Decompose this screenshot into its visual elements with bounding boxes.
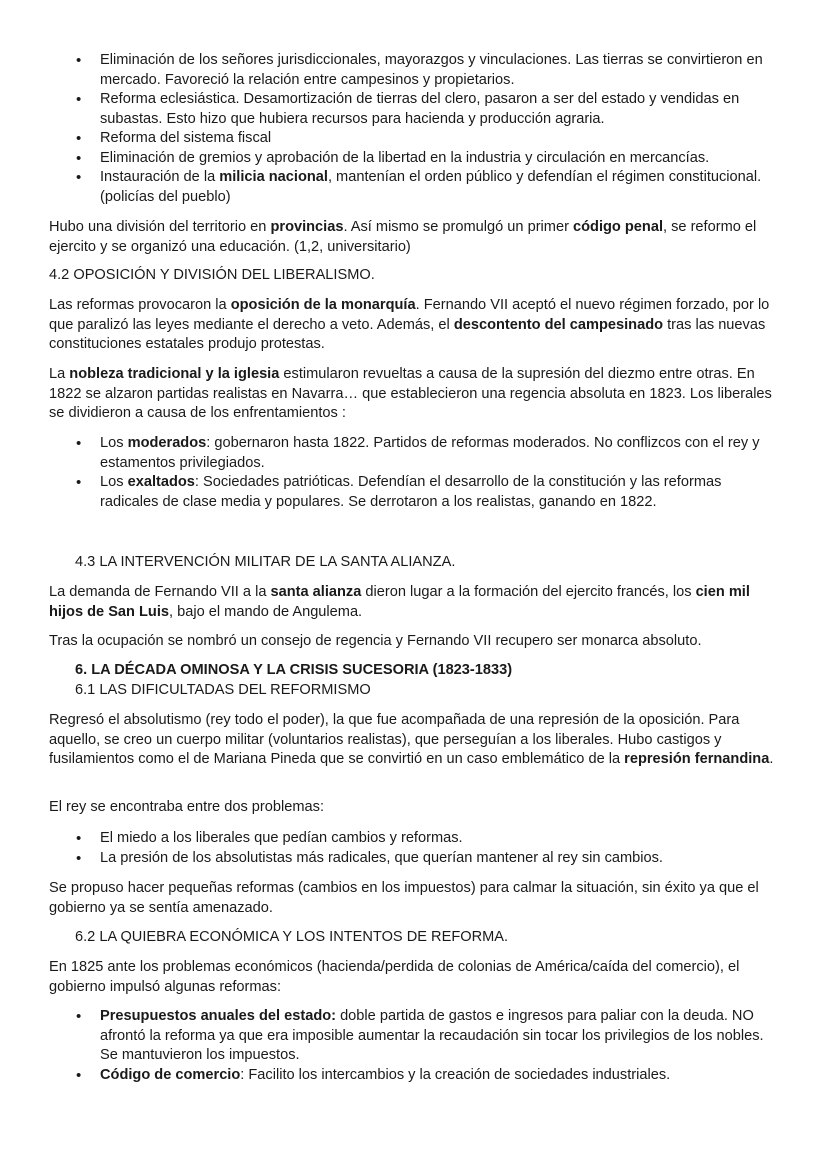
list-item: • Reforma eclesiástica. Desamortización de tierras del clero, pasaron a ser del estado y vendidas en subastas. Esto hizo que hubiera recursos para hacienda y producción agraria. [100, 90, 782, 129]
paragraph: El rey se encontraba entre dos problemas: [49, 799, 325, 815]
paragraph: Hubo una división del territorio en provincias. Así mismo se promulgó un primer código penal, se reformo el ejercito y se organizó una educación. (1,2, universitario) [49, 219, 757, 255]
list-item: • Instauración de la milicia nacional, mantenían el orden público y defendían el régimen constitucional. (policías del pueblo) [100, 168, 782, 207]
list-item: • Eliminación de los señores jurisdiccionales, mayorazgos y vinculaciones. Las tierras se convirtieron en mercado. Favoreció la relación entre campesinos y propietarios. [100, 51, 782, 90]
list-item: • Los exaltados: Sociedades patrióticas. Defendían el desarrollo de la constitución y las reformas radicales de clase media y populares. Se derrotaron a los realistas, ganando en 1822. [100, 473, 782, 512]
list-item: • La presión de los absolutistas más radicales, que querían mantener al rey sin cambios. [100, 849, 782, 869]
list-item: • Reforma del sistema fiscal [100, 129, 782, 149]
chapter-heading: 6. LA DÉCADA OMINOSA Y LA CRISIS SUCESORIA (1823-1833) [75, 662, 513, 678]
paragraph: En 1825 ante los problemas económicos (hacienda/perdida de colonias de América/caída del comercio), el gobierno impulsó algunas reformas: [49, 959, 740, 995]
paragraph: La nobleza tradicional y la iglesia estimularon revueltas a causa de la supresión del diezmo entre otras. En 1822 se alzaron partidas realistas en Navarra… que establecieron una regencia absoluta en 1823. Los liberales se dividieron a causa de los enfrentamientos : [49, 366, 772, 422]
paragraph: La demanda de Fernando VII a la santa alianza dieron lugar a la formación del ejercito francés, los cien mil hijos de San Luis, bajo el mando de Angulema. [49, 584, 750, 620]
list-item: • Los moderados: gobernaron hasta 1822. Partidos de reformas moderados. No conflizcos con el rey y estamentos privilegiados. [100, 434, 782, 473]
section-heading: 6.2 LA QUIEBRA ECONÓMICA Y LOS INTENTOS DE REFORMA. [75, 929, 509, 945]
section-heading: 4.2 OPOSICIÓN Y DIVISIÓN DEL LIBERALISMO. [49, 267, 375, 283]
paragraph: Regresó el absolutismo (rey todo el poder), la que fue acompañada de una represión de la oposición. Para aquello, se creo un cuerpo militar (voluntarios realistas), que perseguían a los liberales. Hubo castigos y fusilamientos como el de Mariana Pineda que se convirtió en un caso emblemático de la represión fernandina. [49, 712, 774, 768]
paragraph: Tras la ocupación se nombró un consejo de regencia y Fernando VII recupero ser monarca absoluto. [49, 633, 702, 649]
list-item: • Código de comercio: Facilito los intercambios y la creación de sociedades industriales. [100, 1066, 782, 1086]
list-item: • Presupuestos anuales del estado: doble partida de gastos e ingresos para paliar con la deuda. NO afrontó la reforma ya que era imposible aumentar la recaudación sin tocar los privilegios de los nobles. Se mantuvieron los impuestos. [100, 1007, 782, 1066]
list-item: • Eliminación de gremios y aprobación de la libertad en la industria y circulación en mercancías. [100, 149, 782, 169]
paragraph: Se propuso hacer pequeñas reformas (cambios en los impuestos) para calmar la situación, sin éxito ya que el gobierno ya se sentía amenazado. [49, 880, 759, 916]
section-heading: 6.1 LAS DIFICULTADAS DEL REFORMISMO [75, 682, 371, 698]
paragraph: Las reformas provocaron la oposición de la monarquía. Fernando VII aceptó el nuevo régimen forzado, por lo que paralizó las leyes mediante el derecho a veto. Además, el descontento del campesinado tras las nuevas constituciones estatales produjo protestas. [49, 297, 770, 353]
list-item: • El miedo a los liberales que pedían cambios y reformas. [100, 829, 782, 849]
section-heading: 4.3 LA INTERVENCIÓN MILITAR DE LA SANTA ALIANZA. [75, 554, 456, 570]
